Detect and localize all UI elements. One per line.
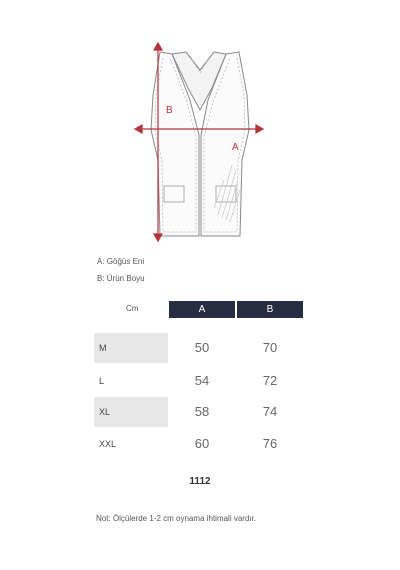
value-a-cell: 54 <box>194 373 210 388</box>
measurement-note: Not: Ölçülerde 1-2 cm oynama ihtimali vardır. <box>96 514 257 523</box>
size-cell: XL <box>94 397 168 427</box>
value-b-cell: 76 <box>262 436 278 451</box>
legend-product-length: B: Ürün Boyu <box>97 274 145 283</box>
table-row <box>0 429 400 459</box>
legend-chest-width: A: Göğüs Eni <box>97 257 145 266</box>
size-cell: XXL <box>99 439 117 449</box>
table-row <box>0 333 400 363</box>
value-a-cell: 50 <box>194 340 210 355</box>
column-header-b: B <box>237 301 303 318</box>
value-b-cell: 70 <box>262 340 278 355</box>
column-header-a: A <box>169 301 235 318</box>
value-b-cell: 74 <box>262 404 278 419</box>
label-b: B <box>166 105 173 116</box>
size-cell: M <box>94 333 168 363</box>
value-a-cell: 58 <box>194 404 210 419</box>
value-a-cell: 60 <box>194 436 210 451</box>
table-row <box>0 366 400 396</box>
size-cell: L <box>99 376 105 386</box>
vest-measurement-diagram <box>120 40 280 250</box>
product-code: 1112 <box>189 476 211 487</box>
table-row <box>0 397 400 427</box>
unit-header: Cm <box>126 304 139 313</box>
label-a: A <box>232 142 239 153</box>
value-b-cell: 72 <box>262 373 278 388</box>
